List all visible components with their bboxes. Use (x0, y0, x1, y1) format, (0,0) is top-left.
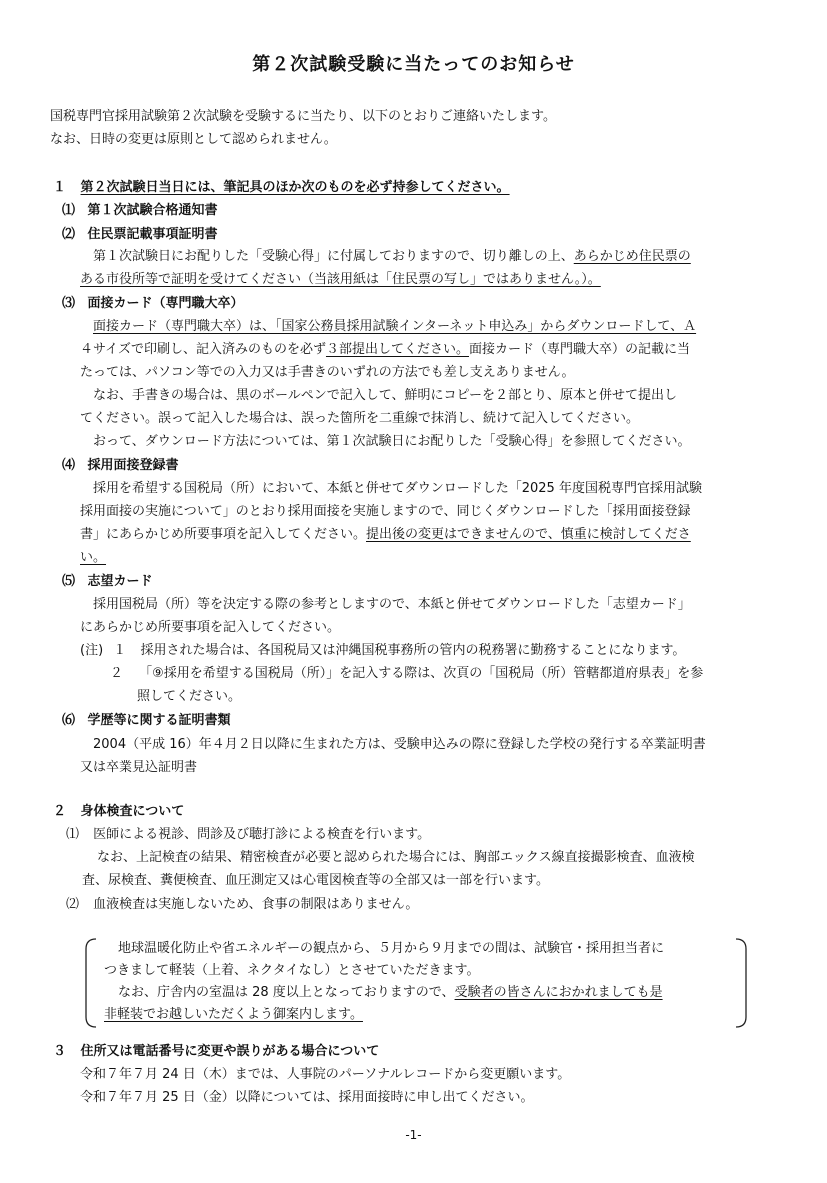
item-1-2-text-a: 第１次試験日にお配りした「受験心得」に付属しておりますので、切り離しの上、 (93, 249, 574, 264)
item-1-4-text-3b: 提出後の変更はできませんので、慎重に検討してくださ (366, 527, 691, 542)
item-1-6-label: 学歴等に関する証明書類 (87, 713, 231, 728)
note-label: (注) (80, 643, 104, 658)
item-1-1 (62, 202, 218, 220)
item-1-4 (62, 457, 179, 475)
item-1-3-line-6: おって、ダウンロード方法については、第１次試験日にお配りした「受験心得」を参照してください。 (93, 434, 691, 449)
item-1-4-line-4 (80, 549, 106, 567)
notice-text-3a: なお、庁舎内の室温は 28 度以上となっておりますので、 (118, 985, 455, 1000)
page-number: -1- (405, 1128, 422, 1142)
notice-line-1: 地球温暖化防止や省エネルギーの観点から、５月から９月までの間は、試験官・採用担当者に (118, 941, 665, 956)
item-1-3-text-1: 面接カード（専門職大卒）は、「国家公務員採用試験インターネット申込み」からダウンロードして、Ａ (93, 319, 697, 334)
item-1-5 (62, 573, 153, 591)
item-1-3-line-4: なお、手書きの場合は、黒のボールペンで記入して、鮮明にコピーを２部とり、原本と併せて提出し (93, 388, 677, 403)
item-2-2-number: ⑵ (66, 897, 80, 912)
section-2-heading (53, 803, 184, 821)
item-1-3-number: ⑶ (62, 296, 76, 311)
section-1-heading-text: 第２次試験日当日には、筆記具のほか次のものを必ず持参してください。 (80, 180, 510, 195)
item-1-5-label: 志望カード (87, 574, 153, 589)
notice-line-3 (118, 984, 663, 1002)
item-1-2-number: ⑵ (62, 227, 76, 242)
item-1-2-line-2 (80, 271, 601, 289)
section-1-number: １ (53, 180, 67, 195)
intro-line-1: 国税専門官採用試験第２次試験を受験するに当たり、以下のとおりご連絡いたします。 (50, 109, 556, 124)
item-1-4-label: 採用面接登録書 (87, 458, 179, 473)
note-2-text-a: 「⑨採用を希望する国税局（所）」を記入する際は、次頁の「国税局（所）管轄都道府県表」を参 (139, 666, 704, 681)
item-1-3-line-1 (93, 318, 696, 336)
item-1-3-text-2c: 面接カード（専門職大卒）の記載に当 (468, 342, 690, 357)
item-2-1-text: 医師による視診、問診及び聴打診による検査を行います。 (93, 827, 431, 842)
notice-text-4: 非軽装でお越しいただくよう御案内します。 (104, 1007, 363, 1022)
notice-line-2: つきまして軽装（上着、ネクタイなし）とさせていただきます。 (104, 963, 480, 978)
item-2-1-line-2: なお、上記検査の結果、精密検査が必要と認められた場合には、胸部エックス線直接撮影検査、血液検 (97, 850, 695, 865)
item-1-6-line-2: 又は卒業見込証明書 (80, 760, 198, 775)
section-3-heading (53, 1043, 379, 1061)
item-1-5-note-2 (110, 665, 703, 683)
item-1-2-text-b: あらかじめ住民票の (573, 249, 691, 264)
note-1-number: １ (113, 643, 127, 658)
item-2-2 (66, 896, 418, 914)
item-1-3-label: 面接カード（専門職大卒） (87, 296, 244, 311)
item-1-2-label: 住民票記載事項証明書 (87, 227, 218, 242)
item-1-6-number: ⑹ (62, 713, 76, 728)
item-1-3-text-2a: ４サイズで印刷し、記入済みのものを必ず (80, 342, 326, 357)
item-1-5-line-2: にあらかじめ所要事項を記入してください。 (80, 620, 341, 635)
item-1-6 (62, 712, 231, 730)
item-2-2-text: 血液検査は実施しないため、食事の制限はありません。 (93, 897, 419, 912)
section-3-line-1: 令和７年７月 24 日（木）までは、人事院のパーソナルレコードから変更願います。 (80, 1067, 571, 1082)
section-2-heading-text: 身体検査について (80, 804, 185, 819)
notice-line-4 (104, 1006, 363, 1024)
item-1-1-label: 第１次試験合格通知書 (87, 203, 218, 218)
section-3-heading-text: 住所又は電話番号に変更や誤りがある場合について (80, 1044, 380, 1059)
item-1-6-line-1: 2004（平成 16）年４月２日以降に生まれた方は、受験申込みの際に登録した学校の発行する卒業証明書 (93, 737, 706, 752)
item-1-5-line-1: 採用国税局（所）等を決定する際の参考としますので、本紙と併せてダウンロードした「志望カード」 (93, 597, 691, 612)
item-2-1 (66, 826, 430, 844)
item-1-5-note-1 (80, 642, 685, 660)
page-title: 第２次試験受験に当たってのお知らせ (252, 54, 575, 75)
item-1-1-number: ⑴ (62, 203, 76, 218)
item-1-3-text-2b: ３部提出してください。 (325, 342, 469, 357)
item-1-3-line-3: たっては、パソコン等での入力又は手書きのいずれの方法でも差し支えありません。 (80, 365, 575, 380)
item-1-2-text-c: ある市役所等で証明を受けてください（当該用紙は「住民票の写し」ではありません。）。 (80, 272, 601, 287)
item-1-4-line-1: 採用を希望する国税局（所）において、本紙と併せてダウンロードした「2025 年度国税専門官採用試験 (93, 481, 702, 496)
section-3-number: ３ (53, 1044, 67, 1059)
item-2-1-number: ⑴ (66, 827, 80, 842)
item-1-4-number: ⑷ (62, 458, 76, 473)
item-1-5-note-2b: 照してください。 (137, 689, 242, 704)
note-2-number: ２ (110, 666, 124, 681)
item-1-4-line-3 (80, 526, 691, 544)
section-3-line-2: 令和７年７月 25 日（金）以降については、採用面接時に申し出てください。 (80, 1090, 534, 1105)
item-1-2-line-1 (93, 248, 691, 266)
intro-line-2: なお、日時の変更は原則として認められません。 (50, 132, 337, 147)
item-1-3-line-5: てください。誤って記入した場合は、誤った箇所を二重線で抹消し、続けて記入してください。 (80, 411, 640, 426)
section-1-heading (53, 179, 510, 197)
item-1-5-number: ⑸ (62, 574, 76, 589)
item-1-4-line-2: 採用面接の実施について」のとおり採用面接を実施しますので、同じくダウンロードした「採用面接登録 (80, 504, 691, 519)
item-1-4-text-4: い。 (80, 550, 107, 565)
item-1-3-line-2 (80, 341, 690, 359)
item-1-3 (62, 295, 244, 313)
notice-text-3b: 受験者の皆さんにおかれましても是 (454, 985, 663, 1000)
item-1-4-text-3a: 書」にあらかじめ所要事項を記入してください。 (80, 527, 367, 542)
item-1-2 (62, 226, 218, 244)
item-2-1-line-3: 査、尿検査、糞便検査、血圧測定又は心電図検査等の全部又は一部を行います。 (82, 873, 549, 888)
section-2-number: ２ (53, 804, 67, 819)
note-1-text: 採用された場合は、各国税局又は沖縄国税事務所の管内の税務署に勤務することになります。 (140, 643, 686, 658)
